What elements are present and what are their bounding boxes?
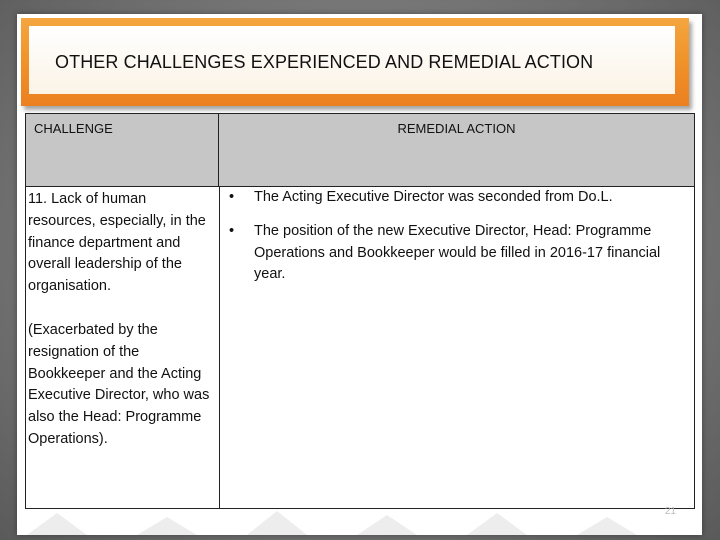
bullet-icon: • xyxy=(229,189,235,205)
header-challenge xyxy=(26,114,219,186)
challenge-text: 11. Lack of human resources, especially, in the finance department and overall leadership of the organisation. xyxy=(28,191,206,295)
list-item xyxy=(229,187,682,209)
challenge-note: (Exacerbated by the resignation of the Bookkeeper and the Acting Executive Director, who was also the Head: Programme Operations). xyxy=(28,321,210,447)
page-number: 21 xyxy=(664,506,676,517)
challenge-table xyxy=(25,113,695,509)
slide xyxy=(17,14,702,535)
header-remedial-action xyxy=(219,114,694,186)
action-list xyxy=(229,187,682,286)
header-challenge-label: CHALLENGE xyxy=(34,121,113,136)
bullet-icon: • xyxy=(229,222,235,239)
list-item xyxy=(229,221,682,286)
column-divider xyxy=(219,186,220,508)
slide-title: OTHER CHALLENGES EXPERIENCED AND REMEDIAL ACTION xyxy=(55,52,594,72)
action-text: The position of the new Executive Director, Head: Programme Operations and Bookkeeper would be filled in 2016-17 financial year. xyxy=(254,222,661,283)
header-remedial-action-label: REMEDIAL ACTION xyxy=(397,121,516,136)
remedial-action-cell xyxy=(229,187,682,298)
action-text: The Acting Executive Director was seconded from Do.L. xyxy=(254,189,613,205)
challenge-cell xyxy=(28,189,216,451)
decorative-watermark xyxy=(17,505,702,535)
